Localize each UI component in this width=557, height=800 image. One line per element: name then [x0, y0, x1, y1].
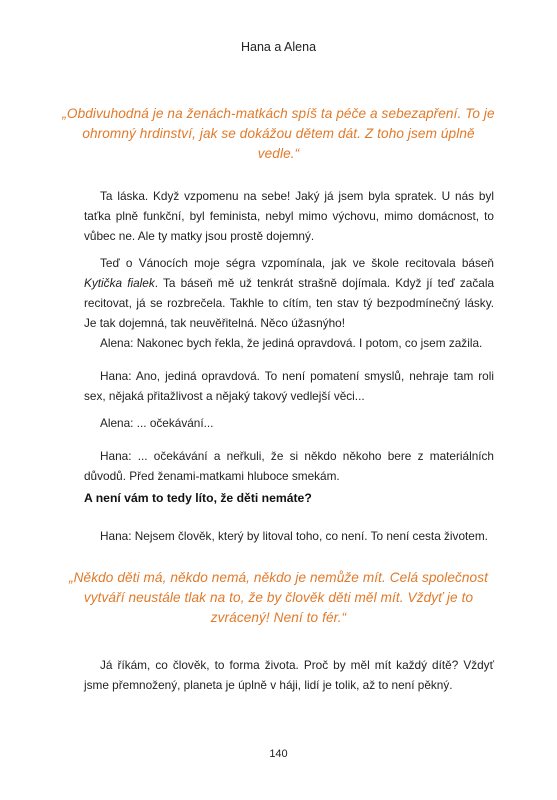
pull-quote: „Obdivuhodná je na ženách-matkách spíš ta péče a sebezapření. To je ohromný hrdinství, jak se dokážou dětem dát. Z toho jsem úplně vedle.“ [62, 106, 495, 161]
paragraph-text: Teď o Vánocích moje ségra vzpomínala, jak ve škole recitovala báseň [100, 256, 494, 270]
pull-quote: „Někdo děti má, někdo nemá, někdo je nemůže mít. Celá společnost vytváří neustále tlak na to, že by člověk děti měl mít. Vždyť je to zvrácený! Není to fér.“ [69, 570, 488, 625]
dialogue-line: Hana: Ano, jediná opravdová. To není pomatení smyslů, nehraje tam roli sex, nějaká přitažlivost a nějaký takový vedlejší věci... [84, 369, 494, 403]
poem-title: Kytička fialek [84, 276, 155, 290]
dialogue-line: Alena: Nakonec bych řekla, že jediná opravdová. I potom, co jsem zažila. [100, 336, 483, 350]
paragraph: Ta láska. Když vzpomenu na sebe! Jaký já jsem byla spratek. U nás byl taťka plně funkční, byl feminista, nebyl mimo výchovu, mimo domácnost, to vůbec ne. Ale ty matky jsou prostě dojemný. [84, 189, 494, 243]
page-number: 140 [269, 748, 288, 760]
running-header: Hana a Alena [240, 40, 317, 54]
paragraph-text: . Ta báseň mě už tenkrát strašně dojímala. Když jí teď začala recitovat, já se rozbrečela. Takhle to cítím, ten stav tý bezpodmínečný lásky. Je tak dojemná, tak neuvěřitelná. Něco úžasnýho! [84, 276, 495, 330]
dialogue-line: Hana: Nejsem člověk, který by litoval toho, co není. To není cesta životem. [100, 529, 488, 543]
paragraph [84, 253, 494, 333]
paragraph: Já říkám, co člověk, to forma života. Proč by měl mít každý dítě? Vždyť jsme přemnožený, planeta je úplně v háji, lidí je tolik, až to není pěkný. [84, 658, 494, 692]
dialogue-line: Alena: ... očekávání... [100, 416, 214, 430]
dialogue-line: Hana: ... očekávání a neřkuli, že si někdo někoho bere z materiálních důvodů. Před ženami-matkami hluboce smekám. [84, 449, 494, 483]
interview-question: A není vám to tedy líto, že děti nemáte? [84, 491, 312, 505]
